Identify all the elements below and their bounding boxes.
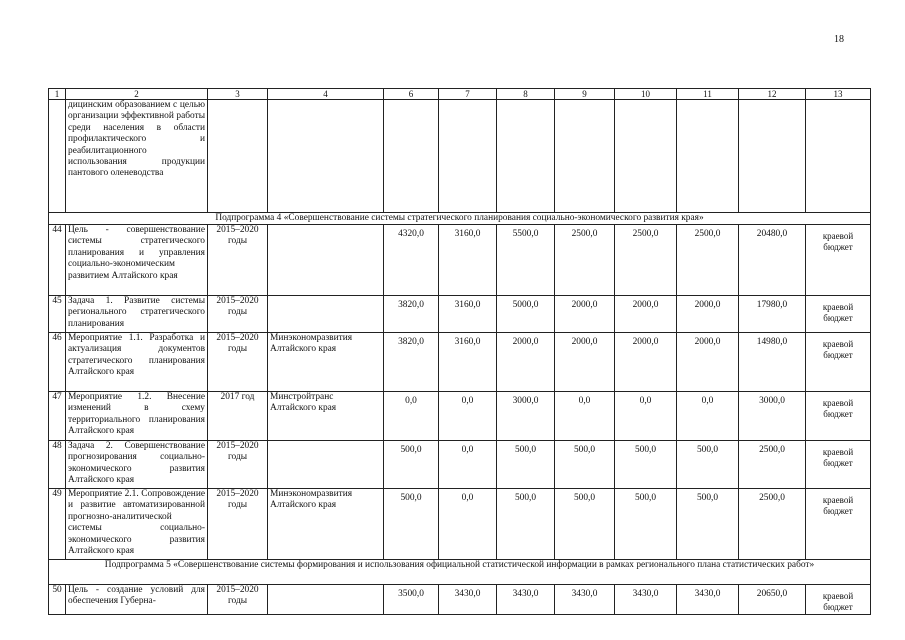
value-cell: 0,0 xyxy=(439,392,497,441)
table-row xyxy=(49,392,871,441)
row-executor: Минстройтранс Алтайского края xyxy=(268,392,384,441)
header-row xyxy=(49,89,871,100)
value-cell: 500,0 xyxy=(384,489,439,560)
row-number: 49 xyxy=(49,489,66,560)
row-executor xyxy=(268,441,384,489)
header-cell: 6 xyxy=(384,89,439,100)
subprogram-title: Подпрограмма 5 «Совершенствование системы формирования и использования официальной статистической информации в рамках регионального плана статистических работ» xyxy=(49,560,871,585)
value-cell: 3500,0 xyxy=(384,585,439,615)
table-row xyxy=(49,296,871,333)
row-years: 2015–2020 годы xyxy=(208,441,268,489)
row-number: 47 xyxy=(49,392,66,441)
value-cell: 500,0 xyxy=(555,489,615,560)
table-row xyxy=(49,333,871,392)
value-cell: 3430,0 xyxy=(555,585,615,615)
row-years: 2015–2020 годы xyxy=(208,489,268,560)
header-cell: 13 xyxy=(806,89,871,100)
funding-source: краевой бюджет xyxy=(806,489,871,560)
header-cell: 3 xyxy=(208,89,268,100)
row-number: 48 xyxy=(49,441,66,489)
row-name: Цель - совершенствование системы стратегического планирования и управления социально-экономическим развитием Алтайского края xyxy=(66,225,208,296)
value-cell: 2500,0 xyxy=(739,441,806,489)
value-cell: 3430,0 xyxy=(677,585,739,615)
row-number: 45 xyxy=(49,296,66,333)
page-number: 18 xyxy=(834,34,844,45)
row-executor xyxy=(268,225,384,296)
header-cell: 12 xyxy=(739,89,806,100)
value-cell: 17980,0 xyxy=(739,296,806,333)
row-name: Задача 2. Совершенствование прогнозирования социально-экономического развития Алтайского края xyxy=(66,441,208,489)
row-executor: Минэкономразвития Алтайского края xyxy=(268,333,384,392)
value-cell: 500,0 xyxy=(384,441,439,489)
value-cell: 3160,0 xyxy=(439,225,497,296)
value-cell: 20650,0 xyxy=(739,585,806,615)
value-cell: 0,0 xyxy=(439,489,497,560)
value-cell: 3820,0 xyxy=(384,333,439,392)
row-name: Задача 1. Развитие системы регионального стратегического планирования xyxy=(66,296,208,333)
header-cell: 1 xyxy=(49,89,66,100)
value-cell: 0,0 xyxy=(439,441,497,489)
value-cell: 3430,0 xyxy=(615,585,677,615)
row-executor xyxy=(268,296,384,333)
value-cell: 3000,0 xyxy=(497,392,555,441)
value-cell: 14980,0 xyxy=(739,333,806,392)
value-cell: 500,0 xyxy=(677,441,739,489)
row-number: 50 xyxy=(49,585,66,615)
value-cell: 500,0 xyxy=(677,489,739,560)
row-years: 2017 год xyxy=(208,392,268,441)
value-cell: 2500,0 xyxy=(677,225,739,296)
value-cell: 0,0 xyxy=(384,392,439,441)
header-cell: 7 xyxy=(439,89,497,100)
value-cell: 3430,0 xyxy=(439,585,497,615)
header-cell: 11 xyxy=(677,89,739,100)
value-cell: 5000,0 xyxy=(497,296,555,333)
header-cell: 8 xyxy=(497,89,555,100)
row-name: Цель - создание условий для обеспечения Губерна- xyxy=(66,585,208,615)
subprogram-5-row xyxy=(49,560,871,585)
value-cell: 2000,0 xyxy=(615,333,677,392)
row-name: Мероприятие 1.1. Разработка и актуализация документов стратегического планирования Алтайского края xyxy=(66,333,208,392)
row-number: 44 xyxy=(49,225,66,296)
value-cell: 5500,0 xyxy=(497,225,555,296)
value-cell: 0,0 xyxy=(677,392,739,441)
value-cell: 2500,0 xyxy=(739,489,806,560)
value-cell: 2000,0 xyxy=(497,333,555,392)
row-years: 2015–2020 годы xyxy=(208,296,268,333)
value-cell: 4320,0 xyxy=(384,225,439,296)
value-cell: 500,0 xyxy=(497,441,555,489)
value-cell: 20480,0 xyxy=(739,225,806,296)
row-name: Мероприятие 2.1. Сопровождение и развитие автоматизированной прогнозно-аналитической системы социально-экономического развития Алтайского края xyxy=(66,489,208,560)
table-row xyxy=(49,441,871,489)
funding-source: краевой бюджет xyxy=(806,585,871,615)
table-row xyxy=(49,489,871,560)
value-cell: 3160,0 xyxy=(439,296,497,333)
header-cell: 9 xyxy=(555,89,615,100)
row-years: 2015–2020 годы xyxy=(208,585,268,615)
value-cell: 3430,0 xyxy=(497,585,555,615)
program-table xyxy=(48,88,871,615)
value-cell: 2000,0 xyxy=(677,296,739,333)
value-cell: 500,0 xyxy=(555,441,615,489)
value-cell: 2000,0 xyxy=(555,296,615,333)
table-row xyxy=(49,585,871,615)
row-years: 2015–2020 годы xyxy=(208,225,268,296)
row-name: Мероприятие 1.2. Внесение изменений в схему территориального планирования Алтайского края xyxy=(66,392,208,441)
value-cell: 2000,0 xyxy=(555,333,615,392)
value-cell: 3820,0 xyxy=(384,296,439,333)
header-cell: 10 xyxy=(615,89,677,100)
table-row-continuation xyxy=(49,100,871,213)
funding-source: краевой бюджет xyxy=(806,333,871,392)
value-cell: 2500,0 xyxy=(615,225,677,296)
funding-source: краевой бюджет xyxy=(806,225,871,296)
value-cell: 3160,0 xyxy=(439,333,497,392)
value-cell: 0,0 xyxy=(615,392,677,441)
subprogram-title: Подпрограмма 4 «Совершенствование системы стратегического планирования социально-экономического развития края» xyxy=(49,213,871,225)
value-cell: 3000,0 xyxy=(739,392,806,441)
funding-source: краевой бюджет xyxy=(806,392,871,441)
value-cell: 500,0 xyxy=(615,489,677,560)
row-number: 46 xyxy=(49,333,66,392)
value-cell: 2000,0 xyxy=(615,296,677,333)
row-name: дицинским образованием с целью организации эффективной работы среди населения в области профилактического и реабилитационного использования продукции пантового оленеводства xyxy=(66,100,208,213)
value-cell: 2000,0 xyxy=(677,333,739,392)
table-row xyxy=(49,225,871,296)
value-cell: 500,0 xyxy=(615,441,677,489)
header-cell: 4 xyxy=(268,89,384,100)
subprogram-4-row xyxy=(49,213,871,225)
funding-source: краевой бюджет xyxy=(806,441,871,489)
value-cell: 500,0 xyxy=(497,489,555,560)
value-cell: 0,0 xyxy=(555,392,615,441)
value-cell: 2500,0 xyxy=(555,225,615,296)
row-years: 2015–2020 годы xyxy=(208,333,268,392)
header-cell: 2 xyxy=(66,89,208,100)
row-executor: Минэкономразвития Алтайского края xyxy=(268,489,384,560)
row-executor xyxy=(268,585,384,615)
funding-source: краевой бюджет xyxy=(806,296,871,333)
